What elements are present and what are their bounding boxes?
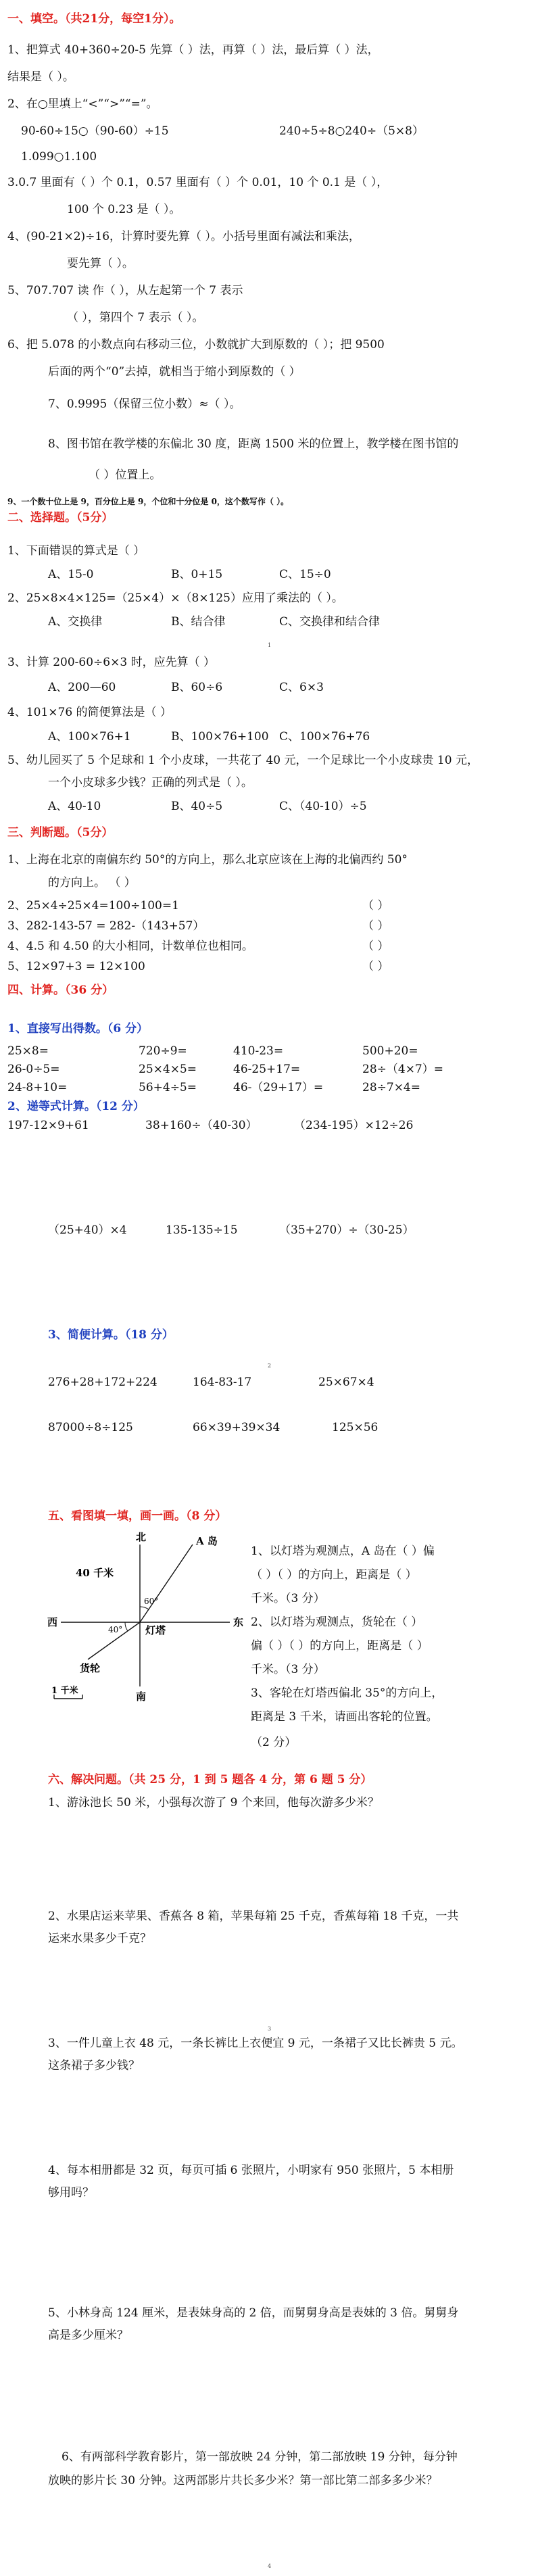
oral-3-4: 28÷7×4=	[362, 1081, 420, 1094]
label-tower: 灯塔	[145, 1624, 166, 1636]
q9-line: 9、一个数十位上是 9，百分位上是 9，个位和十分位是 0，这个数写作（ ）。	[7, 497, 289, 506]
label-east: 东	[233, 1616, 244, 1628]
map-q3-c: （2 分）	[251, 1736, 297, 1749]
simp-2-1: 87000÷8÷125	[48, 1421, 133, 1434]
step-2-2: 135-135÷15	[166, 1223, 238, 1237]
choice-q5-opt-c: C、（40-10）÷5	[279, 800, 367, 813]
label-scale: 1 千米	[51, 1686, 78, 1696]
section-4-title: 四、计算。（36 分）	[7, 983, 114, 997]
step-1-3: （234-195）×12÷26	[294, 1119, 414, 1132]
choice-q4-c: C、100×76+76	[279, 730, 370, 744]
oral-2-2: 25×4×5=	[139, 1063, 197, 1076]
label-angle-b: 40°	[108, 1625, 123, 1634]
page-number-3: 3	[268, 2026, 272, 2032]
simp-1-2: 164-83-17	[193, 1376, 252, 1389]
oral-3-1: 24-8+10=	[7, 1081, 68, 1094]
oral-1-1: 25×8=	[7, 1044, 49, 1058]
choice-q2-b: B、结合律	[171, 615, 226, 629]
problem-5-a: 5、小林身高 124 厘米，是表妹身高的 2 倍，而舅舅身高是表妹的 3 倍。舅舅身	[48, 2306, 459, 2320]
problem-1: 1、游泳池长 50 米，小强每次游了 9 个来回，他每次游多少米？	[48, 1796, 379, 1809]
section-3-title: 三、判断题。（5分）	[7, 826, 114, 840]
map-q1-a: 1、以灯塔为观测点，A 岛在（ ）偏	[251, 1545, 435, 1558]
line-to-a-island	[140, 1545, 193, 1622]
problem-2-a: 2、水果店运来苹果、香蕉各 8 箱，苹果每箱 25 千克，香蕉每箱 18 千克，一共	[48, 1910, 459, 1923]
q3-line-b: 100 个 0.23 是（ ）。	[67, 203, 181, 216]
simp-1-3: 25×67×4	[318, 1376, 374, 1389]
oral-1-3: 410-23=	[233, 1044, 284, 1058]
calc-sub2-title: 2、递等式计算。（12 分）	[7, 1100, 145, 1113]
map-q2-a: 2、以灯塔为观测点，货轮在（ ）	[251, 1615, 423, 1629]
page-number-2: 2	[268, 1363, 272, 1369]
choice-q5-a: 5、幼儿园买了 5 个足球和 1 个小皮球，一共花了 40 元，一个足球比一个小皮球贵 10 元，	[7, 754, 479, 767]
choice-q3-b: B、60÷6	[171, 681, 223, 694]
label-ship: 货轮	[80, 1662, 101, 1674]
oral-2-3: 46-25+17=	[233, 1063, 301, 1076]
label-west: 西	[47, 1616, 58, 1628]
problem-5-b: 高是多少厘米？	[48, 2329, 128, 2342]
choice-q3-c: C、6×3	[279, 681, 324, 694]
q7-line: 7、0.9995（保留三位小数）≈（ ）。	[48, 397, 241, 411]
choice-q3-a: A、200—60	[48, 681, 116, 694]
judge-q3-bracket: （ ）	[362, 919, 389, 933]
q1-line-b: 结果是（ ）。	[7, 70, 74, 84]
step-1-2: 38+160÷（40-30）	[145, 1119, 258, 1132]
section-2-title: 二、选择题。（5分）	[7, 511, 114, 525]
choice-q2-a: A、交换律	[48, 615, 103, 629]
choice-q1-c: C、15÷0	[279, 568, 331, 581]
choice-q2: 2、25×8×4×125=（25×4）×（8×125）应用了乘法的（ ）。	[7, 591, 343, 605]
label-north: 北	[136, 1531, 147, 1543]
section-5-title: 五、看图填一填，画一画。（8 分）	[48, 1509, 227, 1523]
label-distance: 40 千米	[76, 1567, 114, 1579]
judge-q1-b: 的方向上。 （ ）	[48, 876, 136, 890]
choice-q3: 3、计算 200-60÷6×3 时，应先算（ ）	[7, 656, 215, 669]
problem-3-a: 3、一件儿童上衣 48 元，一条长裤比上衣便宜 9 元，一条裙子又比长裤贵 5 元。	[48, 2037, 463, 2050]
oral-2-1: 26-0÷5=	[7, 1063, 60, 1076]
step-1-1: 197-12×9+61	[7, 1119, 89, 1132]
q8-line-b: （ ）位置上。	[89, 468, 162, 482]
choice-q4-b: B、100×76+100	[171, 730, 269, 744]
choice-q5-opt-b: B、40÷5	[171, 800, 223, 813]
problem-6-b: 放映的影片长 30 分钟。这两部影片共长多少米？第一部比第二部多多少米？	[48, 2474, 438, 2487]
choice-q1-a: A、15-0	[48, 568, 94, 581]
judge-q5-bracket: （ ）	[362, 960, 389, 973]
choice-q2-c: C、交换律和结合律	[279, 615, 381, 629]
calc-sub1-title: 1、直接写出得数。（6 分）	[7, 1022, 149, 1036]
map-q3-b: 距离是 3 千米，请画出客轮的位置。	[251, 1710, 438, 1724]
choice-q4: 4、101×76 的简便算法是（ ）	[7, 706, 172, 719]
judge-q2-bracket: （ ）	[362, 899, 389, 913]
q3-line-a: 3.0.7 里面有（ ）个 0.1，0.57 里面有（ ）个 0.01，10 个 0.1 是（ ），	[7, 176, 389, 189]
direction-diagram	[47, 1531, 250, 1707]
map-q1-c: 千米。（3 分）	[251, 1592, 325, 1605]
oral-2-4: 28÷（4×7）=	[362, 1063, 443, 1076]
section-1-title: 一、填空。（共21分，每空1分）。	[7, 12, 181, 26]
step-2-1: （25+40）×4	[48, 1223, 127, 1237]
q5-line-b: （ ），第四个 7 表示（ ）。	[67, 311, 204, 324]
problem-4-a: 4、每本相册都是 32 页，每页可插 6 张照片，小明家有 950 张照片，5 本相册	[48, 2164, 454, 2177]
choice-q4-a: A、100×76+1	[48, 730, 131, 744]
problem-2-b: 运来水果多少千克？	[48, 1932, 151, 1945]
angle-arc-b	[125, 1622, 128, 1631]
oral-3-3: 46-（29+17）=	[233, 1081, 324, 1094]
q1-line-a: 1、把算式 40+360÷20-5 先算（ ）法，再算（ ）法，最后算（ ）法，	[7, 43, 379, 57]
calc-sub3-title: 3、简便计算。（18 分）	[48, 1328, 174, 1342]
choice-q1: 1、下面错误的算式是（ ）	[7, 544, 145, 558]
oral-3-2: 56+4÷5=	[139, 1081, 197, 1094]
label-south: 南	[136, 1691, 147, 1703]
label-angle-a: 60°	[144, 1597, 159, 1606]
judge-q3: 3、282-143-57 = 282-（143+57）	[7, 919, 205, 933]
map-q1-b: （ ）（ ）的方向上，距离是（ ）	[251, 1568, 417, 1582]
choice-q1-b: B、0+15	[171, 568, 223, 581]
angle-arc-a	[140, 1607, 149, 1609]
problem-6-a: 6、有两部科学教育影片，第一部放映 24 分钟，第二部放映 19 分钟，每分钟	[62, 2450, 458, 2464]
q2-compare-3: 1.099○1.100	[21, 150, 97, 164]
judge-q1-a: 1、上海在北京的南偏东约 50°的方向上，那么北京应该在上海的北偏西约 50°	[7, 853, 408, 867]
choice-q5-b: 一个小皮球多少钱？正确的列式是（ ）。	[48, 776, 253, 789]
oral-1-4: 500+20=	[362, 1044, 418, 1058]
oral-1-2: 720÷9=	[139, 1044, 187, 1058]
page-number-4: 4	[268, 2563, 272, 2569]
simp-2-2: 66×39+39×34	[193, 1421, 281, 1434]
q4-line-a: 4、(90-21×2)÷16，计算时要先算（ ）。小括号里面有减法和乘法，	[7, 230, 360, 243]
judge-q4-bracket: （ ）	[362, 940, 389, 953]
q2-compare-1: 90-60÷15○（90-60）÷15	[21, 124, 169, 138]
simp-2-3: 125×56	[332, 1421, 379, 1434]
problem-4-b: 够用吗？	[48, 2186, 94, 2200]
q5-line-a: 5、707.707 读 作（ ），从左起第一个 7 表示	[7, 284, 243, 297]
map-q2-c: 千米。（3 分）	[251, 1663, 325, 1676]
q6-line-a: 6、把 5.078 的小数点向右移动三位，小数就扩大到原数的（ ）；把 9500	[7, 338, 385, 351]
judge-q2: 2、25×4÷25×4=100÷100=1	[7, 899, 179, 913]
map-q3-a: 3、客轮在灯塔西偏北 35°的方向上，	[251, 1686, 443, 1700]
judge-q4: 4、4.5 和 4.50 的大小相同，计数单位也相同。	[7, 940, 253, 953]
q2-line-a: 2、在○里填上“<”“>”“=”。	[7, 97, 158, 111]
judge-q5: 5、12×97+3 = 12×100	[7, 960, 145, 973]
label-a-island: A 岛	[196, 1535, 218, 1547]
q4-line-b: 要先算（ ）。	[67, 257, 134, 270]
q2-compare-2: 240÷5÷8○240÷（5×8）	[279, 124, 424, 138]
map-q2-b: 偏（ ）（ ）的方向上，距离是（ ）	[251, 1639, 429, 1653]
section-6-title: 六、解决问题。（共 25 分，1 到 5 题各 4 分，第 6 题 5 分）	[48, 1773, 372, 1787]
choice-q5-opt-a: A、40-10	[48, 800, 101, 813]
q6-line-b: 后面的两个“0”去掉，就相当于缩小到原数的（ ）	[48, 365, 301, 379]
step-2-3: （35+270）÷（30-25）	[279, 1223, 414, 1237]
q8-line-a: 8、图书馆在教学楼的东偏北 30 度，距离 1500 米的位置上，教学楼在图书馆的	[48, 437, 459, 451]
page-number-1: 1	[268, 642, 272, 648]
simp-1-1: 276+28+172+224	[48, 1376, 157, 1389]
problem-3-b: 这条裙子多少钱？	[48, 2059, 140, 2072]
